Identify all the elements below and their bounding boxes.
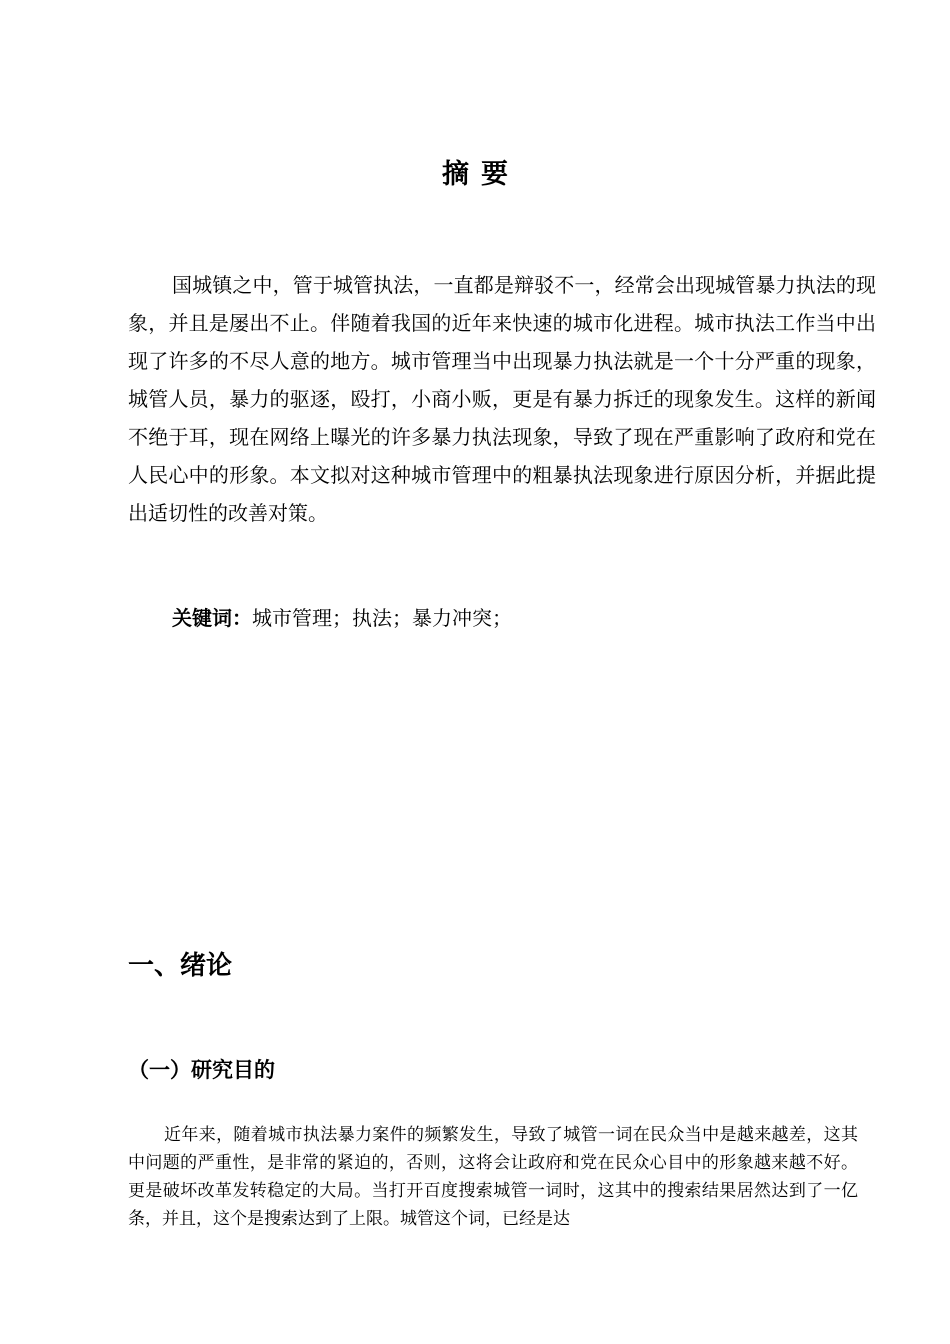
section-heading: （一）研究目的	[128, 1058, 275, 1082]
section-paragraph: 近年来，随着城市执法暴力案件的频繁发生，导致了城管一词在民众当中是越来越差，这其中问题的严重性，是非常的紧迫的，否则，这将会让政府和党在民众心目中的形象越来越不好。更是破坏改革发转稳定的大局。当打开百度搜索城管一词时，这其中的搜索结果居然达到了一亿条，并且，这个是搜索达到了上限。城管这个词，已经是达	[128, 1125, 858, 1229]
abstract-paragraph: 国城镇之中，管于城管执法，一直都是辩驳不一，经常会出现城管暴力执法的现象，并且是屡出不止。伴随着我国的近年来快速的城市化进程。城市执法工作当中出现了许多的不尽人意的地方。城市管理当中出现暴力执法就是一个十分严重的现象，城管人员，暴力的驱逐，殴打，小商小贩，更是有暴力拆迁的现象发生。这样的新闻不绝于耳，现在网络上曝光的许多暴力执法现象，导致了现在严重影响了政府和党在人民心中的形象。本文拟对这种城市管理中的粗暴执法现象进行原因分析，并据此提出适切性的改善对策。	[128, 273, 876, 525]
chapter-heading: 一、绪论	[128, 951, 233, 981]
keywords-label: 关键词：	[172, 606, 252, 630]
abstract-title: 摘要	[442, 159, 520, 190]
keywords-value: 城市管理；执法；暴力冲突；	[252, 606, 512, 630]
keywords-line	[172, 601, 512, 635]
